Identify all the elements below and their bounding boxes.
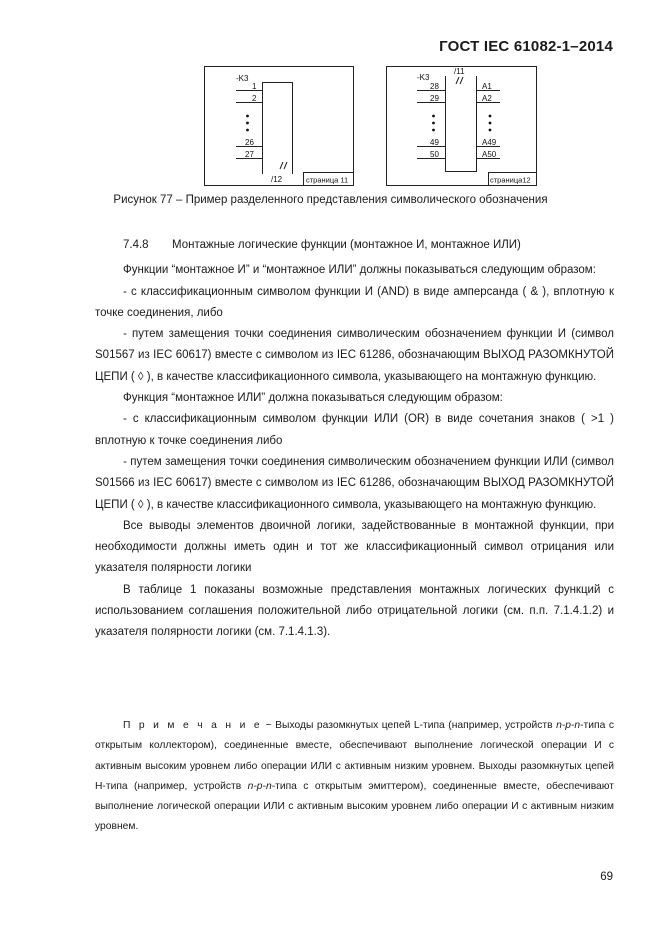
paragraph: - с классификационным символом функции И (AND) в виде амперсанда ( & ), вплотную к точке соединения, либо	[95, 285, 614, 319]
right-frame	[387, 67, 537, 186]
page-number: 69	[600, 871, 613, 883]
right-cross-ref: /11	[454, 67, 465, 76]
right-diagram	[387, 67, 537, 186]
left-diagram	[205, 67, 354, 186]
right-terminal-29: 29	[430, 94, 439, 103]
left-device-label: -K3	[236, 74, 249, 83]
section-heading	[95, 235, 614, 256]
right-page-label: страница12	[490, 175, 531, 185]
section-title: Монтажные логические функции (монтажное И, монтажное ИЛИ)	[172, 239, 521, 251]
right-terminal-50: 50	[430, 150, 439, 159]
right-terminal-28: 28	[430, 82, 439, 91]
note-italic: n-p-n	[556, 720, 581, 731]
figure-77	[0, 64, 661, 189]
right-element-body	[446, 76, 477, 172]
paragraph: - путем замещения точки соединения символическим обозначением функции И (символ S01567 из IEC 60617) вместе с символом из IEC 61286, обозначающим ВЫХОД РАЗОМКНУТОЙ ЦЕПИ ( ◊ ), в качестве классификационного символа, указывающего на монтажную функцию.	[95, 328, 614, 383]
left-element-body	[263, 83, 293, 175]
right-terminal-49: 49	[430, 138, 439, 147]
figure-drawing	[0, 64, 661, 189]
left-terminal-27: 27	[245, 150, 254, 159]
note-part: -типа с открытым эмиттером), соединенные вместе, обеспечивают выполнение логической операции ИЛИ с активным высоким уровнем либо операции И с активным низким уровнем.	[95, 780, 614, 833]
left-dots	[246, 115, 249, 132]
paragraph: Функция “монтажное ИЛИ” должна показываться следующим образом:	[123, 392, 503, 405]
note-italic: n-p-n	[247, 780, 272, 792]
note-part: -типа с открытым коллектором), соединенные вместе, обеспечивают выполнение логической операции И с активным высоким уровнем либо операции ИЛИ с активным низким уровнем. Выходы разомкнутых цепей H-типа (например, устройств	[95, 720, 614, 792]
note-text	[95, 716, 614, 838]
document-code: ГОСТ IEC 61082-1–2014	[439, 38, 613, 55]
right-device-label: -K3	[417, 73, 430, 82]
paragraph: Все выводы элементов двоичной логики, задействованные в монтажной функции, при необходимости должны иметь один и тот же классификационный символ отрицания или указателя полярности логики	[95, 519, 614, 575]
note-label: П р и м е ч а н и е	[123, 720, 263, 731]
paragraph: В таблице 1 показаны возможные представления монтажных логических функций с использованием соглашения положительной либо отрицательной логики (см. п.п. 7.1.4.1.2) и указателя полярности логики (см. 7.1.4.1.3).	[95, 583, 614, 639]
section-body	[95, 235, 614, 644]
right-dots	[432, 115, 491, 132]
left-page-label: страница 11	[306, 175, 349, 185]
right-terminal-a49: A49	[482, 138, 497, 147]
section-number: 7.4.8	[123, 239, 149, 251]
left-frame	[205, 67, 354, 186]
left-cross-ref: /12	[271, 175, 283, 184]
paragraph: Функции “монтажное И” и “монтажное ИЛИ” должны показываться следующим образом:	[123, 264, 596, 277]
paragraph: - путем замещения точки соединения символическим обозначением функции ИЛИ (символ S01566 из IEC 60617) вместе с символом из IEC 61286, обозначающим ВЫХОД РАЗОМКНУТОЙ ЦЕПИ ( ◊ ), в качестве классификационного символа, указывающего на монтажную функцию.	[95, 455, 614, 511]
right-terminal-a2: A2	[482, 94, 492, 103]
right-terminal-a50: A50	[482, 150, 497, 159]
note-part: − Выходы разомкнутых цепей L-типа (например, устройств	[262, 720, 557, 731]
left-terminal-2: 2	[252, 94, 257, 103]
left-terminal-1: 1	[252, 82, 257, 91]
paragraph: - с классификационным символом функции ИЛИ (OR) в виде сочетания знаков ( >1 ) вплотную к точке соединения либо	[95, 413, 614, 447]
right-terminal-a1: A1	[482, 82, 492, 91]
left-terminal-26: 26	[245, 138, 254, 147]
note	[95, 716, 614, 838]
figure-caption: Рисунок 77 – Пример разделенного представления символического обозначения	[113, 194, 548, 206]
